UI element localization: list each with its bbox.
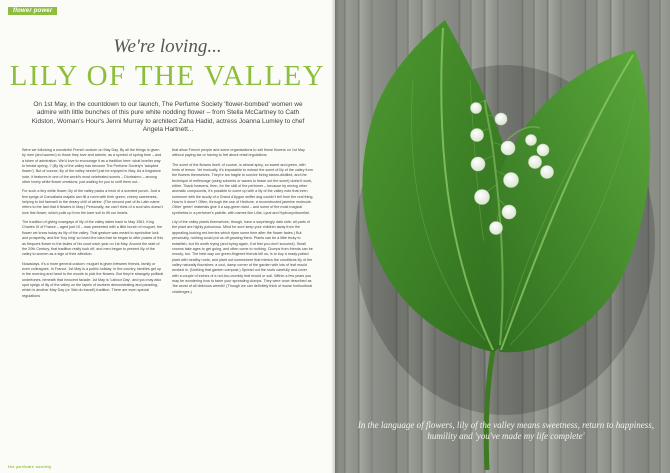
kicker: We're loving...: [113, 36, 222, 57]
page-spine: [331, 0, 339, 473]
body-column-1: [22, 148, 164, 460]
photo-caption: In the language of flowers, lily of the valley means sweetness, return to happiness, humility and 'you've made my life complete': [357, 420, 655, 441]
lily-of-the-valley-photo: [335, 0, 670, 473]
body-paragraph: Lily of the valley plants themselves, though, have a surprisingly dark side: all parts of the plant are highly poisonous. Mind for sure keep your children away from the appealing-looking red berries which ripen some time after the flower fades.) But personally, nothing could put us off growing them. Plants can be a little tricky to establish, but it's worth trying (and trying again, if at first you don't succeed). Small crowns take ages to get going, and often come to nothing. Clumps from friends can be moody, too. The best way our green-fingered friends tell us, is to buy a ready-potted plant with healthy roots, and plant out somewhere that mimics the conditions lily of the valley naturally flourishes: a cool, damp corner of the garden with lots of leaf mould worked in. (Nothing that garden compost.) Spread out the roots carefully and cover with a couple of inches of a not-too-crumbly leaf mould or soil. Within a few years you may be wondering how to tame your spreading clumps. They were once described as 'the worst of all delicious weeds'! (Though we can definitely think of worse horticultural challenges.): [172, 220, 313, 294]
body-paragraph: that allow French people and some organisations to sell these flowers on 1st May without paying tax or having to fret about retail regulations.: [172, 148, 305, 158]
body-column-2: [172, 148, 314, 460]
body-paragraph: Were we following a wonderful French custom on May Day. By all the things is given by men (and women) to those they love and admire, as a symbol of spring time – and a token of admiration. We'd love to encourage it as a tradition here: what lovelier way to herald spring..? (By lily of the valley has become The Perfume Society's 'adopted flower'). But of course, lily of the valley needn't just be enjoyed in May. As a fragrance note, it features in one of the world's most celebrated scents – Diorissimo – among other lovely white flower creations, just waiting for you to sniff them out...: [22, 148, 162, 185]
section-tag: flower power: [8, 7, 57, 15]
body-paragraph: The tradition of giving nosegays of lily of the valley dates back to May 1561. King Charles IX of France – aged just 10 – was presented with a little bunch of muguet, the flower we know today as lily of the valley. That gesture was meant to symbolise luck and prosperity, and the 'boy king' so loved the idea that he began to offer posies of this as frequent flower to the ladies of his court each year on 1st May. Around the start of the 20th Century, that tradition really took off, and men began to present lily of the valley to women as a sign of their affection.: [22, 220, 164, 257]
right-page: [335, 0, 670, 473]
article-title: LILY OF THE VALLEY: [9, 60, 326, 92]
body-paragraph: For such a tiny white flower, lily of the valley packs a heck of a scented punch. Just a few sprigs of Convallaria majalis can fill a room with their green, cheery sweetness, helping to bid farewell to the dreary chill of winter. (The second part of its Latin name refers to the fact that it flowers in May.) Personally, we can't think of a soul who doesn't love this flower, which pulls up from the bare soil to lift our hearts.: [22, 189, 164, 215]
body-paragraph: The scent of the flowers itself, of course, is almost spicy, so sweet and green, with hints of lemon. Yet ironically, it's impossible to extract the scent of lily of the valley from the flowers themselves. They're too fragile to survive being steam-distilled, and the technique of enfleurage (using solvents or waxes to tease out the scent) doesn't work, either. Thank heavens, then, for the skill of the perfumer – because by mixing other aromatic compounds, it's possible to come up with a lily of the valley note that even someone with the acuity of a Grand d'Aygue sniffer dog couldn't tell from the real thing. How is it done? Often, through the use of Hedione, a reconstructed jasmine molecule. Other 'green' materials give it a sap-green twist – and some of the most magical synthetics in a perfumer's palette, with names like Lilial, Lyral and Hydroxycitronellal.: [172, 162, 314, 215]
standfirst: On 1st May, in the countdown to our launch, The Perfume Society 'flower-bombed' women we admire with little bunches of this pure white nodding flower – from Stella McCartney to Cath Kidston, Woman's Hour's Jenni Murray to architect Zaha Hadid, actress Joanna Lumley to chef Angela Hartnett...: [31, 101, 305, 133]
body-paragraph: Nowadays, it's a more general custom: muguet is given between friends, family or even colleagues. In France, 1st May is a public holiday. In the country, families get up in the morning and head to the woods to pick the flowers. But they're strangely political undertones, beneath that innocent facade: 1st May is 'Labour Day', and you may also spot sprigs of lily of the valley on the lapels of workers demonstrating and parading, which is another May Day (or 'Mai du travail') tradition. There are even special regulations: [22, 261, 164, 298]
page-footer: the perfume society: [8, 464, 52, 469]
article-body: [22, 148, 314, 460]
